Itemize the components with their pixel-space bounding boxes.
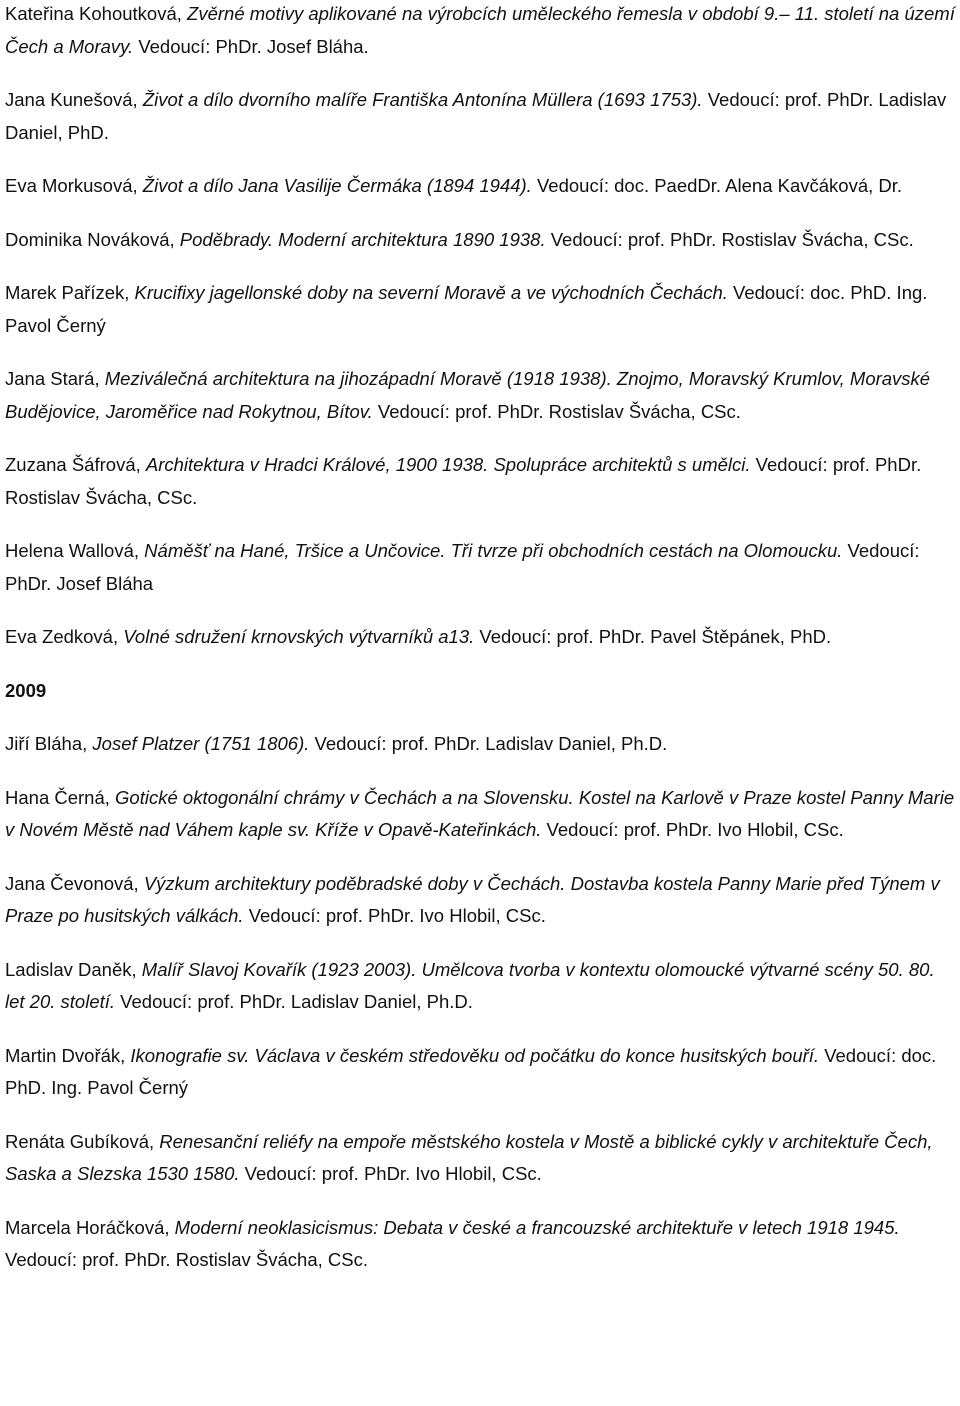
supervisor: Vedoucí: doc. PaedDr. Alena Kavčáková, Dr.	[531, 175, 903, 196]
author-name: Eva Morkusová,	[5, 175, 143, 196]
thesis-entry	[5, 0, 956, 63]
thesis-title: Náměšť na Hané, Tršice a Unčovice. Tři tvrze při obchodních cestách na Olomoucku.	[144, 540, 843, 561]
thesis-entry	[5, 621, 956, 654]
supervisor: Vedoucí: PhDr. Josef Bláha	[5, 540, 920, 594]
thesis-title: Krucifixy jagellonské doby na severní Moravě a ve východních Čechách.	[134, 282, 728, 303]
thesis-title: Život a dílo dvorního malíře Františka Antonína Müllera (1693 1753).	[142, 89, 703, 110]
thesis-title: Architektura v Hradci Králové, 1900 1938. Spolupráce architektů s umělci.	[145, 454, 751, 475]
author-name: Kateřina Kohoutková,	[5, 3, 188, 24]
supervisor: Vedoucí: prof. PhDr. Ivo Hlobil, CSc.	[243, 905, 546, 926]
thesis-entry	[5, 170, 956, 203]
author-name: Hana Černá,	[5, 786, 116, 808]
supervisor: Vedoucí: doc. PhD. Ing. Pavol Černý	[5, 282, 928, 336]
thesis-entry	[5, 277, 956, 342]
supervisor: Vedoucí: prof. PhDr. Rostislav Švácha, CSc.	[545, 228, 914, 250]
thesis-entry	[5, 728, 956, 761]
thesis-title: Výzkum architektury poděbradské doby v Čechách. Dostavba kostela Panny Marie před Týnem v Praze po husitských válkách.	[5, 872, 940, 926]
thesis-entry	[5, 1040, 956, 1105]
author-name: Jana Kunešová,	[5, 89, 143, 110]
thesis-title: Volné sdružení krnovských výtvarníků a13.	[123, 626, 475, 647]
thesis-entry	[5, 1212, 956, 1277]
supervisor: Vedoucí: prof. PhDr. Rostislav Švácha, CSc.	[372, 400, 741, 422]
supervisor: Vedoucí: PhDr. Josef Bláha.	[133, 35, 369, 57]
thesis-entry	[5, 449, 956, 514]
author-name: Dominika Nováková,	[5, 228, 180, 250]
supervisor: Vedoucí: prof. PhDr. Rostislav Švácha, CSc.	[5, 1249, 368, 1270]
supervisor: Vedoucí: prof. PhDr. Ivo Hlobil, CSc.	[541, 819, 844, 840]
supervisor: Vedoucí: prof. PhDr. Ladislav Daniel, Ph.D.	[309, 733, 668, 754]
supervisor: Vedoucí: prof. PhDr. Ivo Hlobil, CSc.	[239, 1163, 542, 1184]
thesis-title: Meziválečná architektura na jihozápadní Moravě (1918 1938). Znojmo, Moravský Krumlov, Moravské Budějovice, Jaroměřice nad Rokytnou, Bítov.	[5, 368, 931, 422]
author-name: Martin Dvořák,	[5, 1044, 131, 1066]
author-name: Jiří Bláha,	[5, 733, 93, 754]
author-name: Helena Wallová,	[5, 540, 145, 561]
author-name: Eva Zedková,	[5, 626, 124, 647]
author-name: Renáta Gubíková,	[5, 1130, 160, 1152]
thesis-entry	[5, 535, 956, 600]
thesis-entry	[5, 84, 956, 149]
supervisor: Vedoucí: prof. PhDr. Rostislav Švácha, CSc.	[5, 454, 922, 508]
supervisor: Vedoucí: prof. PhDr. Ladislav Daniel, PhD.	[5, 89, 947, 143]
supervisor: Vedoucí: prof. PhDr. Pavel Štěpánek, PhD.	[474, 626, 832, 647]
author-name: Zuzana Šáfrová,	[5, 454, 146, 475]
author-name: Jana Stará,	[5, 368, 105, 389]
thesis-title: Poděbrady. Moderní architektura 1890 1938.	[179, 228, 546, 250]
thesis-title: Renesanční reliéfy na empoře městského kostela v Mostě a biblické cykly v architektuře Čech, Saska a Slezska 1530 1580.	[5, 1130, 933, 1184]
author-name: Jana Čevonová,	[5, 872, 144, 894]
thesis-title: Josef Platzer (1751 1806).	[92, 733, 310, 754]
thesis-entry	[5, 363, 956, 428]
thesis-title: Zvěrné motivy aplikované na výrobcích uměleckého řemesla v období 9.– 11. století na území Čech a Moravy.	[5, 3, 955, 57]
thesis-entry	[5, 1126, 956, 1191]
thesis-entry	[5, 868, 956, 933]
supervisor: Vedoucí: doc. PhD. Ing. Pavol Černý	[5, 1044, 937, 1098]
thesis-title: Malíř Slavoj Kovařík (1923 2003). Umělcova tvorba v kontextu olomoucké výtvarné scény 50. 80. let 20. století.	[5, 958, 935, 1012]
thesis-entry	[5, 954, 956, 1019]
thesis-title: Gotické oktogonální chrámy v Čechách a na Slovensku. Kostel na Karlově v Praze kostel Panny Marie v Novém Městě nad Váhem kaple sv. Kříže v Opavě-Kateřinkách.	[5, 786, 955, 840]
thesis-title: Ikonografie sv. Václava v českém středověku od počátku do konce husitských bouří.	[130, 1044, 820, 1066]
thesis-entry	[5, 782, 956, 847]
year-heading: 2009	[5, 679, 47, 701]
supervisor: Vedoucí: prof. PhDr. Ladislav Daniel, Ph.D.	[115, 991, 473, 1012]
author-name: Marek Pařízek,	[5, 282, 135, 303]
author-name: Marcela Horáčková,	[5, 1216, 175, 1238]
thesis-entry	[5, 224, 956, 257]
thesis-title: Život a dílo Jana Vasilije Čermáka (1894 1944).	[142, 175, 532, 196]
author-name: Ladislav Daněk,	[5, 958, 142, 980]
thesis-title: Moderní neoklasicismus: Debata v české a francouzské architektuře v letech 1918 1945.	[174, 1216, 900, 1238]
